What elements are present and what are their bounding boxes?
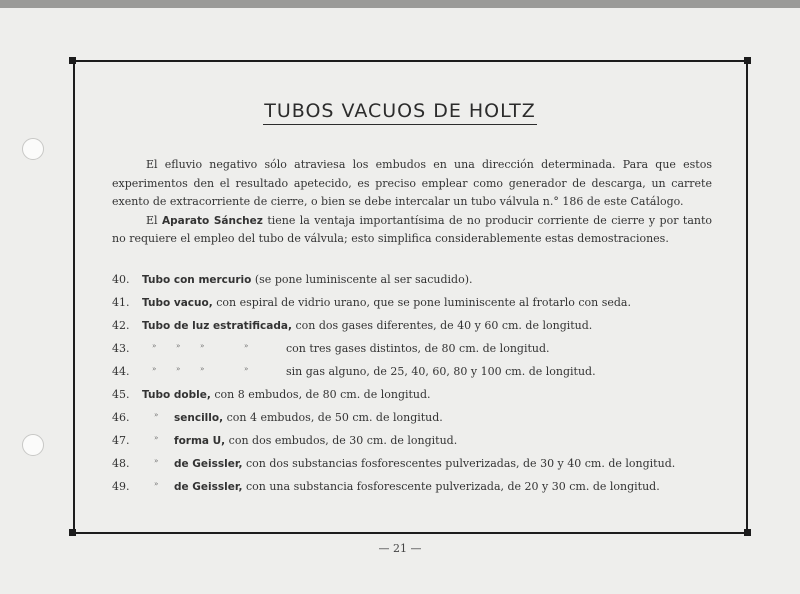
binder-hole-bottom (22, 434, 44, 456)
ditto-mark: » (200, 342, 205, 350)
ditto-mark: » (154, 457, 159, 465)
intro-text (112, 156, 712, 249)
frame-corner-br (744, 529, 751, 536)
scan-top-edge (0, 0, 800, 8)
binder-hole-top (22, 138, 44, 160)
frame-corner-tl (69, 57, 76, 64)
ditto-mark: » (154, 411, 159, 419)
page-number: — 21 — (378, 542, 422, 555)
ditto-mark: » (244, 342, 249, 350)
ditto-mark: » (176, 342, 181, 350)
ditto-mark: » (200, 365, 205, 373)
intro-paragraph-1: El efluvio negativo sólo atraviesa los embudos en una dirección determinada. Para que estos experimentos den el resultado apetecido, es preciso emplear como generador de descarga, un carrete exento de extracorriente de cierre, o bien se debe intercalar un tubo válvula n.° 186 de este Catálogo. (112, 158, 712, 208)
ditto-mark: » (176, 365, 181, 373)
ditto-mark: » (154, 434, 159, 442)
ditto-mark: » (152, 342, 157, 350)
ditto-mark: » (154, 480, 159, 488)
ditto-mark: » (244, 365, 249, 373)
page-title: TUBOS VACUOS DE HOLTZ (0, 100, 800, 122)
aparato-sanchez-bold: Aparato Sánchez (162, 214, 263, 227)
frame-corner-bl (69, 529, 76, 536)
frame-corner-tr (744, 57, 751, 64)
ditto-mark: » (152, 365, 157, 373)
intro-paragraph-2: El Aparato Sánchez tiene la ventaja importantísima de no producir corriente de cierre y por tanto no requiere el empleo del tubo de válvula; esto simplifica considerablemente estas demostraciones. (112, 213, 713, 245)
